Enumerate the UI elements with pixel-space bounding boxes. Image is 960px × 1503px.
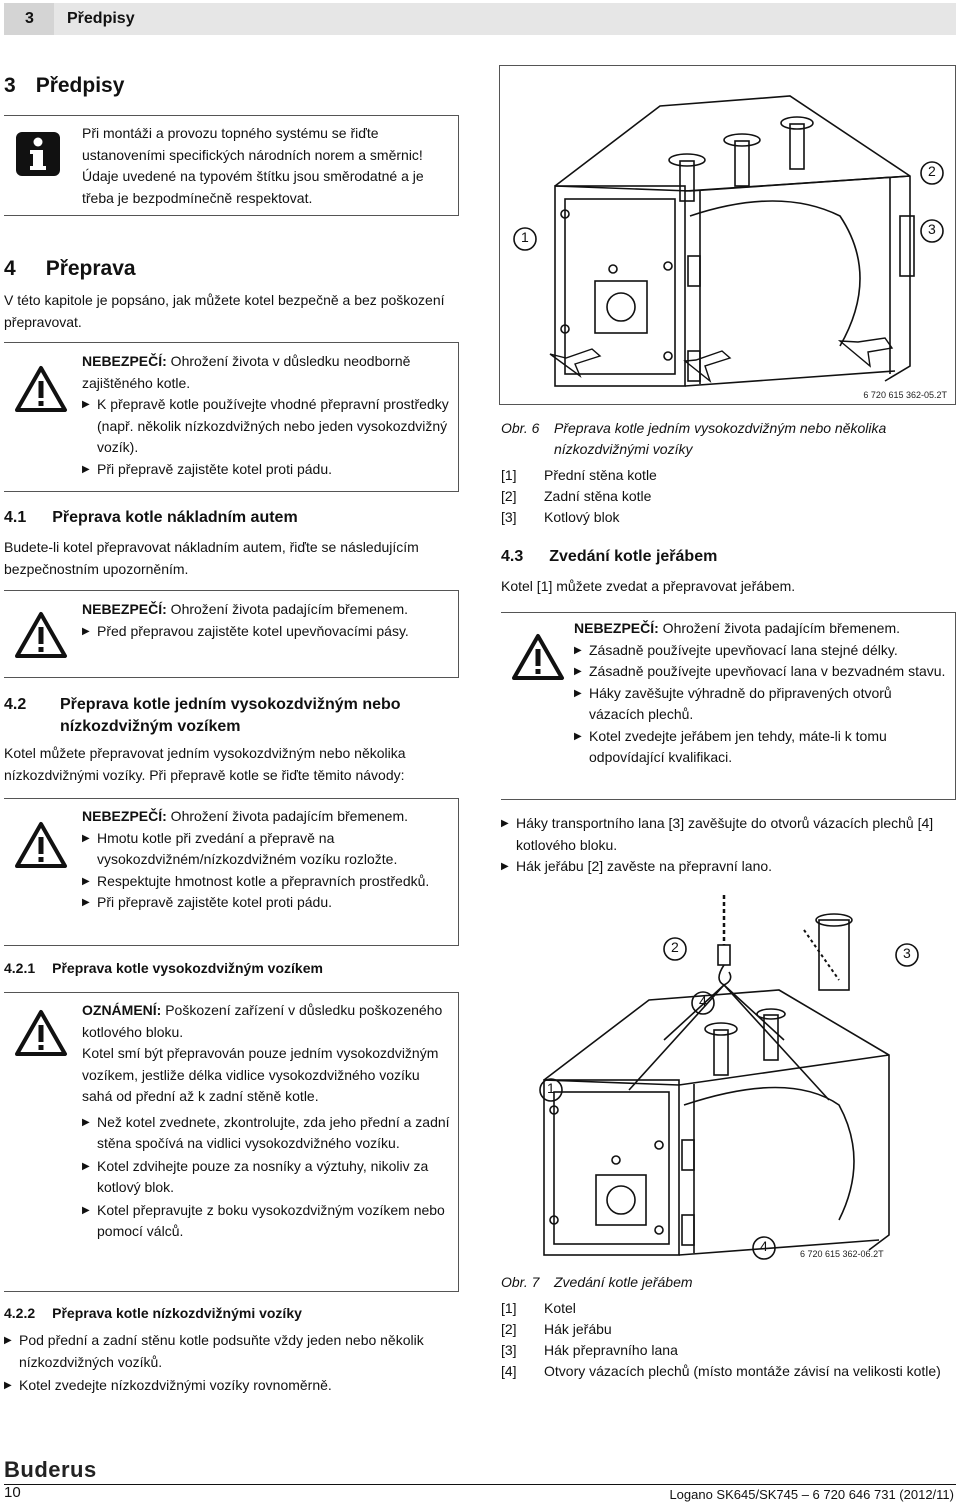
section-number: 3 (4, 74, 16, 97)
section-4-1-text: Budete-li kotel přepravovat nákladním autem, řiďte se následujícím bezpečnostním upozorněním. (4, 539, 419, 577)
section-4-2-text: Kotel můžete přepravovat jedním vysokozdvižným nebo několika nízkozdvižnými vozíky. Při přepravě kotle se řiďte těmito návody: (4, 745, 406, 783)
legend-text: Kotel (544, 1300, 576, 1316)
section-4-2-2-list (4, 1330, 459, 1397)
section-4-2-2-title (4, 1305, 302, 1321)
info-box (4, 115, 459, 216)
section-number: 4 (4, 257, 16, 280)
notice-paragraph: Kotel smí být přepravován pouze jedním vysokozdvižným vozíkem, jestliže délka vidlice vysokozdvižného vozíku sahá od přední až k zadní stěně kotle. (82, 1045, 439, 1104)
warning-icon (14, 821, 68, 869)
legend-item (501, 1340, 956, 1361)
section-4-3-text: Kotel [1] můžete zvedat a přepravovat jeřábem. (501, 578, 796, 594)
danger-box-forklift (4, 798, 459, 946)
legend-item (501, 1319, 956, 1340)
notice-box (4, 992, 459, 1292)
notice-bullet: ▶ Kotel zdvihejte pouze za nosníky a výztuhy, nikoliv za kotlový blok. (82, 1156, 450, 1199)
legend-number: [3] (501, 509, 517, 525)
section-number: 4.2.2 (4, 1305, 36, 1321)
brand-logo: Buderus (4, 1457, 97, 1482)
section-title-text: Přeprava kotle nízkozdvižnými vozíky (52, 1305, 302, 1321)
legend-number: [1] (501, 467, 517, 483)
callout-4: 4 (699, 993, 707, 1009)
section-4-2-title (4, 694, 459, 735)
page-number: 10 (4, 1484, 21, 1501)
danger-bullet: ▶ Hmotu kotle při zvedání a přepravě na vysokozdvižném/nízkozdvižném vozíku rozložte. (82, 828, 450, 871)
legend-number: [2] (501, 1321, 517, 1337)
danger-label: NEBEZPEČÍ: (82, 808, 167, 824)
danger-bullet: ▶ Před přepravou zajistěte kotel upevňovacími pásy. (82, 621, 450, 643)
danger-label: NEBEZPEČÍ: (574, 620, 659, 636)
section-4-3-title (501, 548, 717, 566)
danger-text: Ohrožení života v důsledku neodborně zajištěného kotle. (82, 353, 411, 391)
callout-2: 2 (671, 939, 679, 955)
legend-number: [3] (501, 1342, 517, 1358)
danger-label: NEBEZPEČÍ: (82, 353, 167, 369)
callout-3: 3 (903, 945, 911, 961)
warning-icon (511, 633, 565, 681)
section-title-text: Přeprava kotle vysokozdvižným vozíkem (52, 960, 323, 976)
figure-6 (499, 65, 956, 405)
danger-bullet: ▶ K přepravě kotle používejte vhodné přepravní prostředky (např. několik nízkozdvižných nebo jeden vysokozdvižný vozík). (82, 394, 450, 459)
legend-item (501, 465, 956, 486)
section-number: 4.1 (4, 509, 27, 526)
danger-text: Ohrožení života padajícím břemenem. (658, 620, 901, 636)
legend-item (501, 1361, 956, 1382)
list-item: ▶ Kotel zvedejte nízkozdvižnými vozíky rovnoměrně. (4, 1375, 459, 1397)
section-3-title (4, 74, 124, 98)
callout-3: 3 (928, 221, 936, 237)
danger-bullet: ▶ Kotel zvedejte jeřábem jen tehdy, máte-li k tomu odpovídající kvalifikaci. (574, 726, 947, 769)
notice-bullet: ▶ Než kotel zvednete, zkontrolujte, zda jeho přední a zadní stěna spočívá na vidlici vysokozdvižného vozíku. (82, 1112, 450, 1155)
legend-number: [4] (501, 1363, 517, 1379)
caption-number: Obr. 6 (501, 420, 540, 436)
notice-label: OZNÁMENÍ: (82, 1002, 162, 1018)
caption-number: Obr. 7 (501, 1274, 540, 1290)
legend-item (501, 507, 956, 528)
header-bar (4, 3, 956, 35)
figure-6-caption (501, 418, 956, 457)
section-number: 4.2.1 (4, 960, 36, 976)
legend-text: Kotlový blok (544, 509, 620, 525)
legend-number: [1] (501, 1300, 517, 1316)
figure-7-legend (501, 1298, 956, 1382)
figure-7 (499, 890, 956, 1268)
legend-text: Přední stěna kotle (544, 467, 657, 483)
section-number: 4.3 (501, 548, 524, 565)
section-4-title (4, 257, 136, 281)
notice-text: Poškození zařízení v důsledku poškozeného kotlového bloku. (82, 1002, 443, 1040)
section-4-intro: V této kapitole je popsáno, jak můžete kotel bezpečně a bez poškození přepravovat. (4, 292, 445, 330)
section-4-3-list (501, 813, 956, 878)
danger-text: Ohrožení života padajícím břemenem. (166, 808, 409, 824)
section-4-1-title (4, 509, 298, 527)
legend-number: [2] (501, 488, 517, 504)
list-item: ▶ Hák jeřábu [2] zavěste na přepravní lano. (501, 856, 956, 878)
callout-2: 2 (928, 163, 936, 179)
legend-item (501, 486, 956, 507)
info-text: Při montáži a provozu topného systému se řiďte ustanoveními specifických národních norem a směrnic! Údaje uvedené na typovém štítku jsou směrodatné a je třeba je bezpodmínečně respektovat. (82, 125, 424, 206)
document-id: Logano SK645/SK745 – 6 720 646 731 (2012/11) (669, 1487, 954, 1502)
callout-1: 1 (521, 229, 529, 245)
legend-text: Hák jeřábu (544, 1321, 612, 1337)
danger-label: NEBEZPEČÍ: (82, 601, 167, 617)
section-title-text: Přeprava (45, 257, 136, 280)
section-4-2-1-title (4, 960, 323, 976)
danger-bullet: ▶ Respektujte hmotnost kotle a přepravních prostředků. (82, 871, 450, 893)
section-title-text: Zvedání kotle jeřábem (549, 548, 718, 565)
danger-bullet: ▶ Háky zavěšujte výhradně do připravených otvorů vázacích plechů. (574, 683, 947, 726)
notice-bullet: ▶ Kotel přepravujte z boku vysokozdvižným vozíkem nebo pomocí válců. (82, 1200, 450, 1243)
list-item: ▶ Pod přední a zadní stěnu kotle podsuňte vždy jeden nebo několik nízkozdvižných vozíků. (4, 1330, 459, 1373)
header-chapter-title: Předpisy (67, 10, 135, 27)
legend-text: Otvory vázacích plechů (místo montáže závisí na velikosti kotle) (544, 1363, 941, 1379)
figure-7-caption (501, 1272, 956, 1293)
danger-bullet: ▶ Zásadně používejte upevňovací lana stejné délky. (574, 640, 947, 662)
section-number: 4.2 (4, 696, 27, 713)
section-title-text: Přeprava kotle jedním vysokozdvižným nebo nízkozdvižným vozíkem (60, 696, 401, 735)
legend-item (501, 1298, 956, 1319)
danger-box-transport (4, 342, 459, 492)
legend-text: Hák přepravního lana (544, 1342, 678, 1358)
warning-icon (14, 611, 68, 659)
danger-box-truck (4, 590, 459, 678)
warning-icon (14, 365, 68, 413)
callout-4: 4 (760, 1238, 768, 1254)
list-item: ▶ Háky transportního lana [3] zavěšujte do otvorů vázacích plechů [4] kotlového bloku. (501, 813, 956, 856)
legend-text: Zadní stěna kotle (544, 488, 652, 504)
danger-text: Ohrožení života padajícím břemenem. (166, 601, 409, 617)
warning-icon (14, 1009, 68, 1057)
figure-ref: 6 720 615 362-05.2T (863, 390, 947, 400)
danger-bullet: ▶ Při přepravě zajistěte kotel proti pádu. (82, 892, 450, 914)
figure-6-legend (501, 465, 956, 528)
caption-text: Přeprava kotle jedním vysokozdvižným nebo několika nízkozdvižnými vozíky (554, 420, 887, 457)
info-icon (14, 130, 62, 178)
caption-text: Zvedání kotle jeřábem (554, 1274, 693, 1290)
footer-rule (4, 1484, 956, 1485)
danger-bullet: ▶ Při přepravě zajistěte kotel proti pádu. (82, 459, 450, 481)
danger-box-crane (501, 612, 956, 800)
danger-bullet: ▶ Zásadně používejte upevňovací lana v bezvadném stavu. (574, 661, 947, 683)
callout-1: 1 (547, 1080, 555, 1096)
header-chapter-number: 3 (25, 10, 34, 27)
section-title-text: Předpisy (35, 74, 125, 97)
boiler-forklift-illustration (500, 66, 955, 404)
figure-ref: 6 720 615 362-06.2T (800, 1249, 884, 1259)
section-title-text: Přeprava kotle nákladním autem (52, 509, 298, 526)
boiler-crane-illustration (499, 890, 956, 1268)
